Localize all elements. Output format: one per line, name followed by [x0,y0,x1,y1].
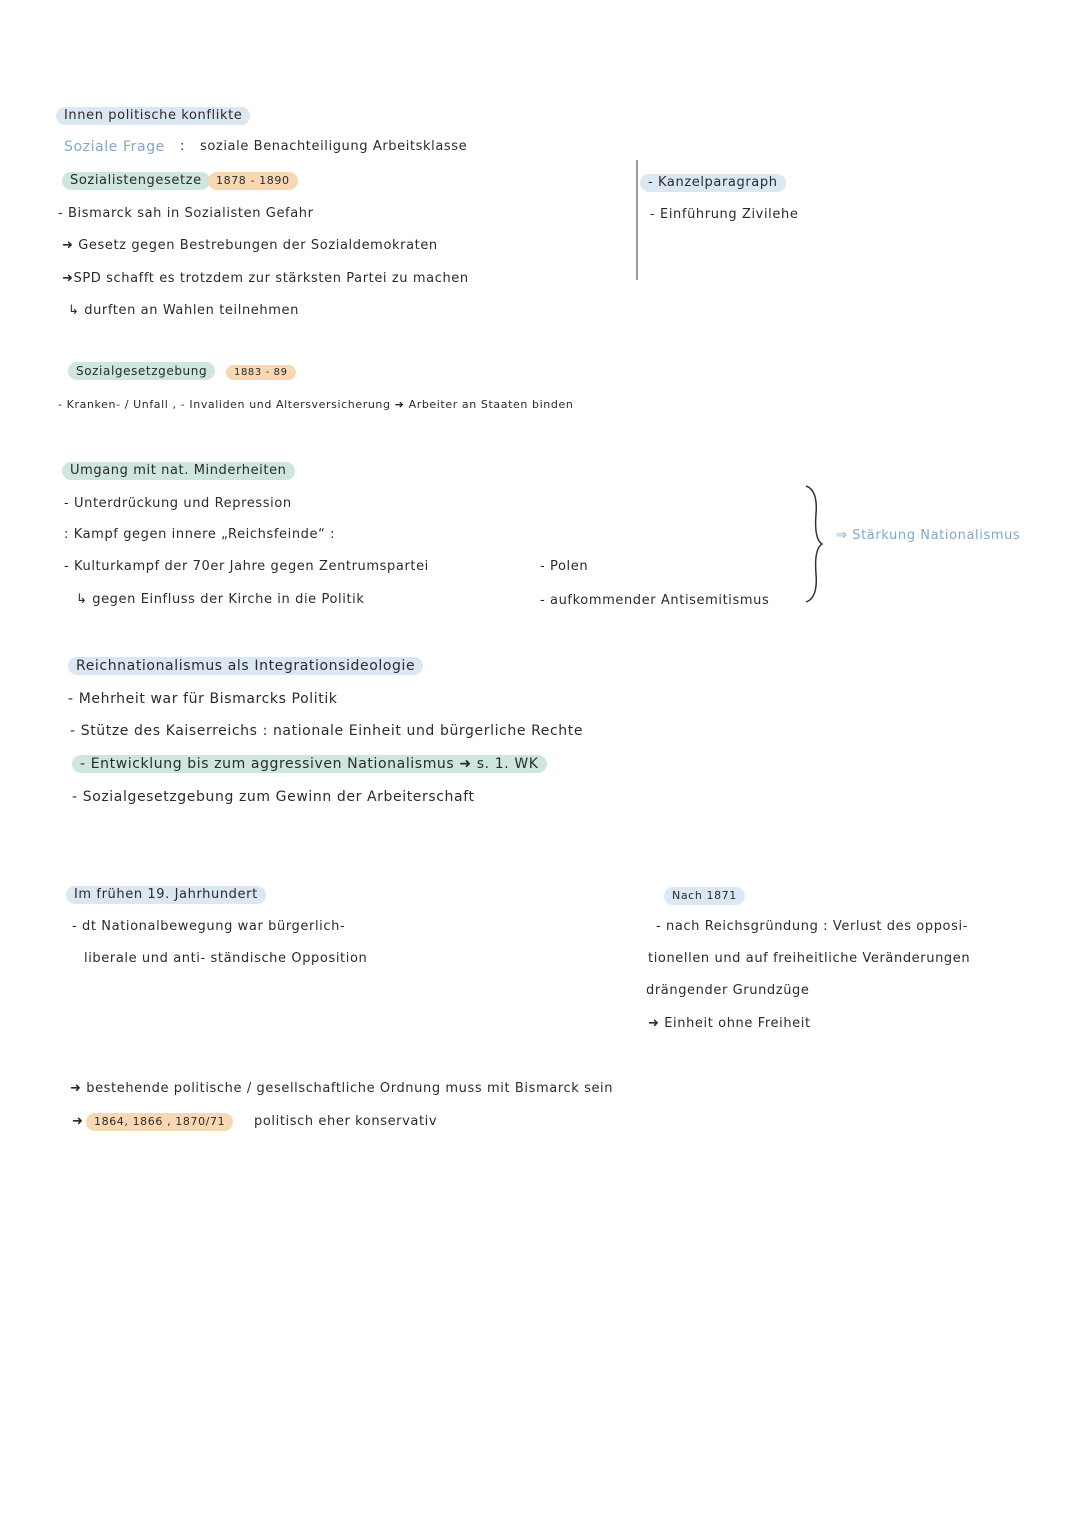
sozialgesetzgebung-years: 1883 - 89 [226,365,296,380]
antisemitismus-item: - aufkommender Antisemitismus [540,593,770,608]
soziale-frage-label: Soziale Frage [64,139,165,155]
grundzuege-line: drängender Grundzüge [646,983,810,998]
arrow-icon: ➜ [72,1114,84,1129]
wahlen-line: ↳ durften an Wahlen teilnehmen [68,303,299,318]
heading-innenpolitische-konflikte: Innen politische konflikte [56,107,250,125]
nach-1871-label: Nach 1871 [664,887,745,905]
konservativ-line: politisch eher konservativ [254,1114,438,1129]
oppositionell-line: tionellen und auf freiheitliche Veränderungen [648,951,971,966]
kirche-line: ↳ gegen Einfluss der Kirche in die Politik [76,592,365,607]
spd-line: ➜SPD schafft es trotzdem zur stärksten Partei zu machen [62,271,469,286]
kanzelparagraph-label: - Kanzelparagraph [640,174,786,192]
sozialistengesetze-label: Sozialistengesetze [62,172,210,190]
opposition-line: liberale und anti- ständische Opposition [84,951,368,966]
kanzelparagraph-text: - Einführung Zivilehe [650,207,799,222]
stuetze-line: - Stütze des Kaiserreichs : nationale Einheit und bürgerliche Rechte [70,723,584,739]
ordnung-line: ➜ bestehende politische / gesellschaftliche Ordnung muss mit Bismarck sein [70,1081,614,1096]
versicherung-line: - Kranken- / Unfall , - Invaliden und Altersversicherung ➜ Arbeiter an Staaten binden [58,398,574,411]
kriegsjahre-years: 1864, 1866 , 1870/71 [86,1113,233,1131]
sozialistengesetze-years: 1878 - 1890 [208,172,298,190]
staerkung-nationalismus: ⇒ Stärkung Nationalismus [836,528,1021,543]
reichsgruendung-line: - nach Reichsgründung : Verlust des opposi- [656,919,968,934]
soziale-frage-text: soziale Benachteiligung Arbeitsklasse [200,139,468,154]
polen-item: - Polen [540,559,589,574]
bismarck-line: - Bismarck sah in Sozialisten Gefahr [58,206,314,221]
minderheiten-label: Umgang mit nat. Minderheiten [62,462,295,480]
sozialgesetzgebung-label: Sozialgesetzgebung [68,362,215,380]
fruehes-19-jahrhundert-label: Im frühen 19. Jahrhundert [66,886,266,904]
entwicklung-line: - Entwicklung bis zum aggressiven Nationalismus ➜ s. 1. WK [72,755,547,773]
reichnationalismus-label: Reichnationalismus als Integrationsideologie [68,657,423,675]
unterdrueckung-line: - Unterdrückung und Repression [64,496,292,511]
nationalbewegung-line: - dt Nationalbewegung war bürgerlich- [72,919,346,934]
column-divider [636,160,638,280]
kulturkampf-line: - Kulturkampf der 70er Jahre gegen Zentrumspartei [64,559,429,574]
curly-brace-icon [800,484,826,604]
arbeiterschaft-line: - Sozialgesetzgebung zum Gewinn der Arbeiterschaft [72,789,475,805]
soziale-frage-separator: : [180,139,185,154]
kampf-line: : Kampf gegen innere „Reichsfeinde“ : [64,527,336,542]
einheit-ohne-freiheit-line: ➜ Einheit ohne Freiheit [648,1016,811,1031]
gesetz-line: ➜ Gesetz gegen Bestrebungen der Sozialdemokraten [62,238,438,253]
mehrheit-line: - Mehrheit war für Bismarcks Politik [68,691,338,707]
